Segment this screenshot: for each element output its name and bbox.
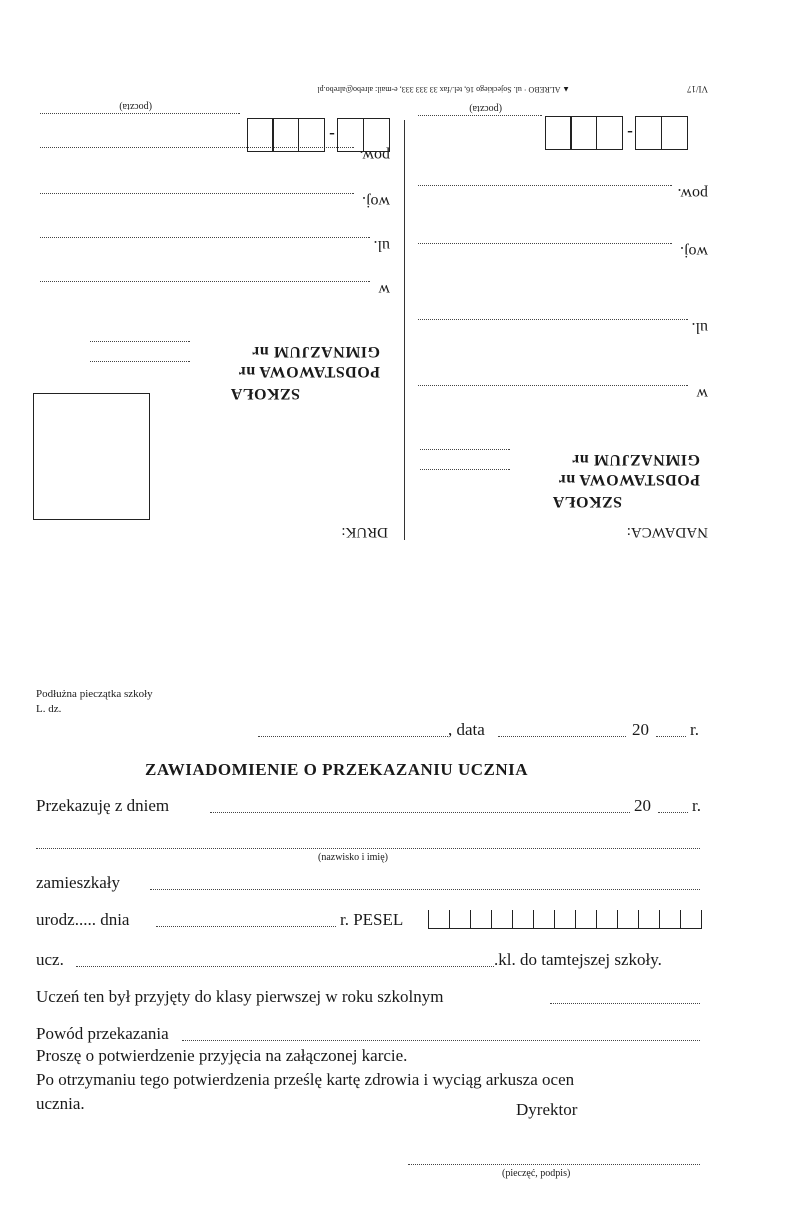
student-name-field[interactable] xyxy=(36,848,700,849)
student-label: ucz. xyxy=(36,950,64,969)
ldz-label: L. dz. xyxy=(36,703,62,715)
recipient-postal-caption: (poczta) xyxy=(119,101,152,112)
recipient-woj-label: woj. xyxy=(362,193,390,210)
date-year-suffix: r. xyxy=(690,720,699,739)
recipient-pow-label: pow. xyxy=(359,147,390,164)
transfer-date-field[interactable] xyxy=(210,812,630,813)
name-caption: (nazwisko i imię) xyxy=(318,852,388,863)
recipient-ul-label: ul. xyxy=(373,237,390,254)
recipient-w-label: w xyxy=(378,281,390,298)
date-field[interactable] xyxy=(498,736,626,737)
sender-voivodeship-field[interactable] xyxy=(418,243,672,244)
sender-school-primary: PODSTAWOWA nr xyxy=(558,471,700,488)
recipient-primary-number-field[interactable] xyxy=(90,361,190,362)
recipient-school-heading: SZKOŁA xyxy=(230,385,300,402)
signature-caption: (pieczęć, podpis) xyxy=(502,1168,571,1179)
date-year-prefix: 20 xyxy=(632,720,649,739)
school-attended-field[interactable] xyxy=(76,966,494,967)
sender-district-field[interactable] xyxy=(418,185,672,186)
sender-postal-code-boxes[interactable]: - xyxy=(547,116,689,150)
stamp-box xyxy=(33,393,150,520)
birth-date-field[interactable] xyxy=(156,926,336,927)
sender-town-field[interactable] xyxy=(418,385,688,386)
place-field[interactable] xyxy=(258,736,448,737)
recipient-street-field[interactable] xyxy=(40,237,370,238)
stamp-note: Podłużna pieczątka szkoły xyxy=(36,688,153,700)
sender-street-field[interactable] xyxy=(418,319,688,320)
date-year-field[interactable] xyxy=(656,736,686,737)
birth-year-pesel-label: r. PESEL xyxy=(340,910,404,929)
director-label: Dyrektor xyxy=(516,1100,578,1119)
imprint-code: VI/17 xyxy=(687,84,708,94)
sender-ul-label: ul. xyxy=(691,319,708,336)
after-text-line2: ucznia. xyxy=(36,1094,85,1113)
recipient-voivodeship-field[interactable] xyxy=(40,193,354,194)
pesel-boxes[interactable] xyxy=(428,906,702,929)
recipient-town-field[interactable] xyxy=(40,281,370,282)
transfer-year-suffix: r. xyxy=(692,796,701,815)
reason-label: Powód przekazania xyxy=(36,1024,169,1043)
request-text: Proszę o potwierdzenie przyjęcia na załączonej karcie. xyxy=(36,1046,408,1065)
sender-gimnazjum-number-field[interactable] xyxy=(420,449,510,450)
sender-post-office-field[interactable] xyxy=(418,115,542,116)
transfer-year-prefix: 20 xyxy=(634,796,651,815)
sender-woj-label: woj. xyxy=(680,243,708,260)
admitted-label: Uczeń ten był przyjęty do klasy pierwszej w roku szkolnym xyxy=(36,987,444,1006)
sender-school-heading: SZKOŁA xyxy=(552,493,622,510)
recipient-school-primary: PODSTAWOWA nr xyxy=(238,363,380,380)
sender-label: NADAWCA: xyxy=(626,524,708,540)
imprint-publisher: ▲ ALREBO · ul. Sojeckiego 16, tel./fax 33 333 333, e-mail: alrebo@alrebo.pl xyxy=(317,85,570,94)
print-label: DRUK: xyxy=(341,524,388,540)
birth-label: urodz..... dnia xyxy=(36,910,130,929)
form-title: ZAWIADOMIENIE O PRZEKAZANIU UCZNIA xyxy=(145,760,529,779)
recipient-gimnazjum-number-field[interactable] xyxy=(90,341,190,342)
residence-field[interactable] xyxy=(150,889,700,890)
after-text-line1: Po otrzymaniu tego potwierdzenia prześlę kartę zdrowia i wyciąg arkusza ocen xyxy=(36,1070,575,1089)
sender-primary-number-field[interactable] xyxy=(420,469,510,470)
reason-field[interactable] xyxy=(182,1040,700,1041)
sender-school-gimnazjum: GIMNAZJUM nr xyxy=(571,451,700,468)
signature-field[interactable] xyxy=(408,1164,700,1165)
transfer-label: Przekazuję z dniem xyxy=(36,796,170,815)
sender-pow-label: pow. xyxy=(677,185,708,202)
sender-w-label: w xyxy=(696,385,708,402)
school-year-field[interactable] xyxy=(550,1003,700,1004)
residence-label: zamieszkały xyxy=(36,873,121,892)
recipient-school-gimnazjum: GIMNAZJUM nr xyxy=(251,343,380,360)
date-label: , data xyxy=(448,720,485,739)
recipient-postal-code-boxes[interactable]: - xyxy=(249,118,391,152)
class-label: .kl. do tamtejszej szkoły. xyxy=(494,950,662,969)
recipient-post-office-field[interactable] xyxy=(40,113,240,114)
envelope-divider xyxy=(404,120,405,540)
sender-postal-caption: (poczta) xyxy=(469,103,502,114)
transfer-year-field[interactable] xyxy=(658,812,688,813)
